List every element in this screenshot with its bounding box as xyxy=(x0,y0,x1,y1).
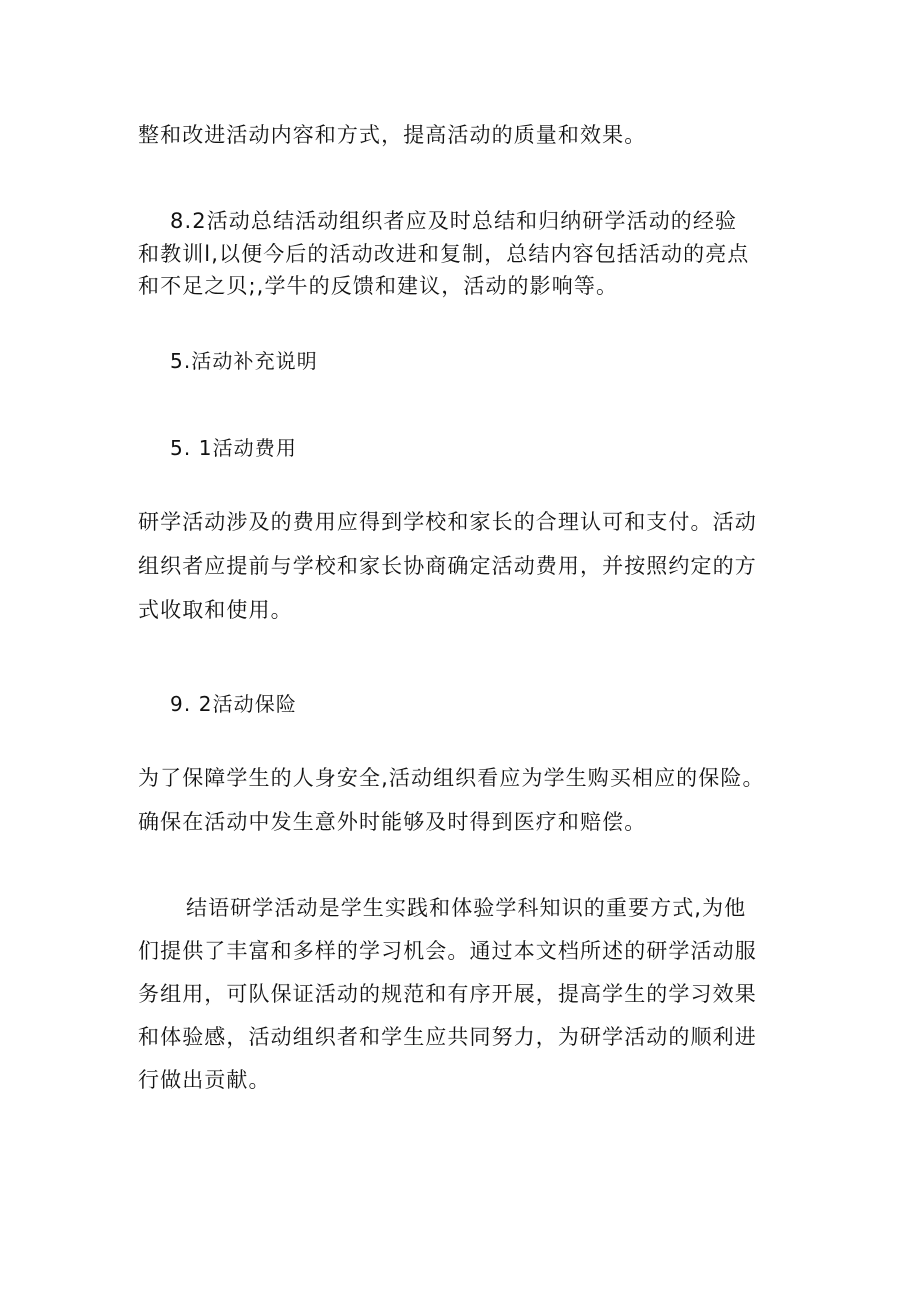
section-heading-cost: 5. 1活动费用 xyxy=(170,436,297,460)
paragraph-conclusion-line: 行做出贡献。 xyxy=(138,1068,271,1092)
paragraph-continuation-line: 整和改进活动内容和方式，提高活动的质量和效果。 xyxy=(138,123,647,147)
section-heading-supplement: 5.活动补充说明 xyxy=(170,349,318,373)
paragraph-cost-line: 组织者应提前与学校和家长协商确定活动费用，并按照约定的方 xyxy=(138,554,757,578)
paragraph-conclusion-line: 们提供了丰富和多样的学习机会。通过本文档所述的研学活动服 xyxy=(138,939,757,963)
paragraph-conclusion-line: 和体验感，活动组织者和学生应共同努力，为研学活动的顺利进 xyxy=(138,1025,757,1049)
section-heading-insurance: 9. 2活动保险 xyxy=(170,692,297,716)
paragraph-cost-line: 研学活动涉及的费用应得到学校和家长的合理认可和支付。活动 xyxy=(138,510,757,534)
paragraph-cost-line: 式收取和使用。 xyxy=(138,598,293,622)
paragraph-conclusion-line: 务组用，可队保证活动的规范和有序开展，提高学生的学习效果 xyxy=(138,982,757,1006)
paragraph-insurance-line: 确保在活动中发生意外时能够及时得到医疗和赔偿。 xyxy=(138,810,647,834)
paragraph-insurance-line: 为了保障学生的人身安全,活动组织看应为学生购买相应的保险。 xyxy=(138,766,765,790)
paragraph-summary-line: 和不足之贝;,学牛的反馈和建议，活动的影响等。 xyxy=(138,274,619,298)
paragraph-summary-line: 8.2活动总结活动组织者应及时总结和归纳研学活动的经验 xyxy=(170,209,738,233)
paragraph-summary-line: 和教训l,以便今后的活动改进和复制，总结内容包括活动的亮点 xyxy=(138,242,750,266)
paragraph-conclusion-line: 结语研学活动是学生实践和体验学科知识的重要方式,为他 xyxy=(186,896,747,920)
